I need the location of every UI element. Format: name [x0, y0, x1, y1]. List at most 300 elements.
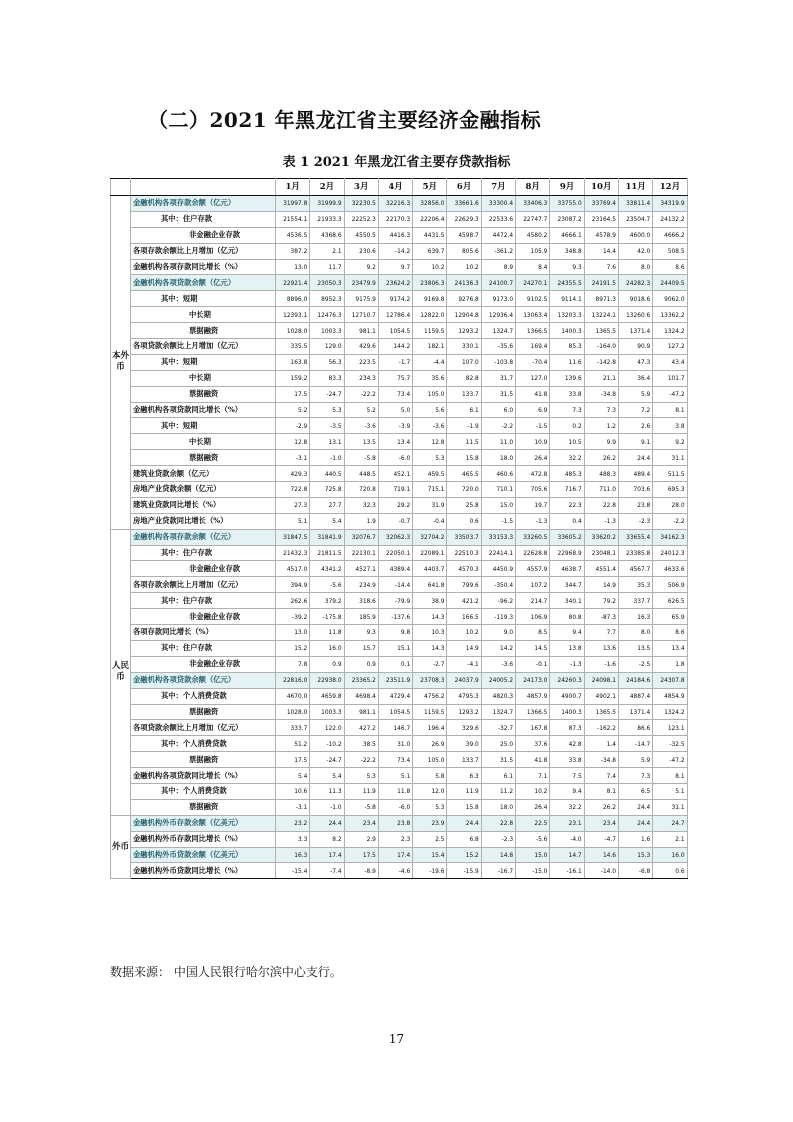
table-row: [111, 211, 688, 227]
value-cell: 83.3: [310, 370, 344, 386]
value-cell: 4638.7: [550, 561, 584, 577]
row-label: 金融机构外币存款同比增长（%）: [131, 831, 276, 847]
value-cell: 24.4: [618, 799, 652, 815]
value-cell: -47.2: [653, 386, 687, 402]
value-cell: 14.8: [481, 847, 515, 863]
value-cell: 1366.5: [516, 323, 550, 339]
value-cell: 42.0: [618, 243, 652, 259]
value-cell: 22252.3: [344, 211, 378, 227]
value-cell: 460.6: [481, 466, 515, 482]
value-cell: 9.3: [550, 259, 584, 275]
value-cell: 9.9: [584, 434, 618, 450]
value-cell: 18.0: [481, 799, 515, 815]
value-cell: 19.7: [516, 497, 550, 513]
value-cell: 11.3: [310, 783, 344, 799]
value-cell: 6.1: [481, 768, 515, 784]
header-label: [131, 179, 276, 196]
deposit-loan-table: [110, 178, 688, 879]
value-cell: 31847.5: [276, 529, 310, 545]
value-cell: 139.6: [550, 370, 584, 386]
value-cell: -32.5: [653, 736, 687, 752]
row-label: 其中：住户存款: [131, 640, 276, 656]
row-label: 其中：个人消费贷款: [131, 688, 276, 704]
value-cell: 35.6: [413, 370, 447, 386]
value-cell: -5.6: [310, 577, 344, 593]
table-row: [111, 768, 688, 784]
value-cell: 472.8: [516, 466, 550, 482]
value-cell: 31.5: [481, 386, 515, 402]
row-label: 各项贷款余额比上月增加（亿元）: [131, 720, 276, 736]
month-header: 3月: [344, 179, 378, 196]
value-cell: -47.2: [653, 752, 687, 768]
value-cell: 0.9: [310, 656, 344, 672]
row-label: 票据融资: [131, 799, 276, 815]
value-cell: 22533.6: [481, 211, 515, 227]
value-cell: -2.5: [618, 656, 652, 672]
value-cell: 106.9: [516, 609, 550, 625]
table-row: [111, 672, 688, 688]
value-cell: 25.8: [447, 497, 481, 513]
value-cell: 5.3: [413, 799, 447, 815]
value-cell: -4.1: [447, 656, 481, 672]
value-cell: 13362.2: [653, 307, 687, 323]
value-cell: -3.9: [378, 418, 412, 434]
month-header: 4月: [378, 179, 412, 196]
value-cell: 981.1: [344, 704, 378, 720]
value-cell: 1366.5: [516, 704, 550, 720]
value-cell: 1.2: [584, 418, 618, 434]
value-cell: -1.3: [550, 656, 584, 672]
value-cell: 33300.4: [481, 196, 515, 212]
value-cell: 4472.4: [481, 227, 515, 243]
value-cell: 80.8: [550, 609, 584, 625]
value-cell: -16.1: [550, 863, 584, 879]
row-label: 各项贷款余额比上月增加（亿元）: [131, 339, 276, 355]
value-cell: -4.7: [584, 831, 618, 847]
value-cell: 38.9: [413, 593, 447, 609]
value-cell: 11.8: [310, 625, 344, 641]
value-cell: 167.8: [516, 720, 550, 736]
value-cell: 32062.3: [378, 529, 412, 545]
value-cell: -5.8: [344, 799, 378, 815]
value-cell: 10.2: [413, 259, 447, 275]
value-cell: 23.8: [618, 497, 652, 513]
value-cell: 719.1: [378, 482, 412, 498]
value-cell: 23479.9: [344, 275, 378, 291]
value-cell: 14.9: [584, 577, 618, 593]
value-cell: -1.5: [481, 513, 515, 529]
value-cell: 133.7: [447, 752, 481, 768]
value-cell: 8.6: [653, 259, 687, 275]
value-cell: -4.0: [550, 831, 584, 847]
value-cell: 1028.0: [276, 704, 310, 720]
value-cell: 5.6: [413, 402, 447, 418]
month-header: 9月: [550, 179, 584, 196]
value-cell: 459.5: [413, 466, 447, 482]
value-cell: 24282.3: [618, 275, 652, 291]
value-cell: 105.0: [413, 386, 447, 402]
value-cell: 24132.2: [653, 211, 687, 227]
value-cell: 22.8: [481, 815, 515, 831]
value-cell: -6.0: [378, 450, 412, 466]
value-cell: 344.7: [550, 577, 584, 593]
row-label: 金融机构各项贷款同比增长（%）: [131, 768, 276, 784]
value-cell: 33811.4: [618, 196, 652, 212]
value-cell: 9102.5: [516, 291, 550, 307]
value-cell: 31.0: [378, 736, 412, 752]
table-row: [111, 783, 688, 799]
value-cell: 33.8: [550, 386, 584, 402]
row-label: 其中：短期: [131, 418, 276, 434]
value-cell: 13.0: [276, 625, 310, 641]
value-cell: 22938.0: [310, 672, 344, 688]
value-cell: 2.9: [344, 831, 378, 847]
table-row: [111, 291, 688, 307]
value-cell: 4756.2: [413, 688, 447, 704]
value-cell: 24355.5: [550, 275, 584, 291]
value-cell: 101.7: [653, 370, 687, 386]
value-cell: -7.4: [310, 863, 344, 879]
value-cell: 33755.0: [550, 196, 584, 212]
value-cell: 17.4: [310, 847, 344, 863]
value-cell: 508.5: [653, 243, 687, 259]
row-label: 票据融资: [131, 704, 276, 720]
table-row: [111, 370, 688, 386]
row-label: 各项存款余额比上月增加（亿元）: [131, 577, 276, 593]
value-cell: -14.7: [618, 736, 652, 752]
value-cell: 22629.3: [447, 211, 481, 227]
value-cell: 23.9: [413, 815, 447, 831]
value-cell: 23.4: [584, 815, 618, 831]
value-cell: 22747.7: [516, 211, 550, 227]
value-cell: 146.7: [378, 720, 412, 736]
value-cell: 4854.9: [653, 688, 687, 704]
value-cell: -1.5: [516, 418, 550, 434]
table-row: [111, 831, 688, 847]
value-cell: 1.9: [344, 513, 378, 529]
value-cell: 13.4: [378, 434, 412, 450]
value-cell: 8896.0: [276, 291, 310, 307]
value-cell: 56.3: [310, 354, 344, 370]
value-cell: 348.8: [550, 243, 584, 259]
value-cell: 15.0: [481, 497, 515, 513]
table-body: [111, 196, 688, 879]
value-cell: 10.2: [447, 625, 481, 641]
value-cell: 23048.1: [584, 545, 618, 561]
value-cell: 485.3: [550, 466, 584, 482]
value-cell: 13224.1: [584, 307, 618, 323]
value-cell: 8.6: [653, 625, 687, 641]
value-cell: 13203.3: [550, 307, 584, 323]
value-cell: 9.1: [618, 434, 652, 450]
table-row: [111, 561, 688, 577]
value-cell: 720.8: [344, 482, 378, 498]
value-cell: 31.7: [481, 370, 515, 386]
month-header: 12月: [653, 179, 687, 196]
value-cell: 41.8: [516, 386, 550, 402]
value-cell: -3.6: [413, 418, 447, 434]
value-cell: 11.8: [378, 783, 412, 799]
value-cell: 23365.2: [344, 672, 378, 688]
value-cell: 7.5: [550, 768, 584, 784]
value-cell: -22.2: [344, 386, 378, 402]
value-cell: 13.6: [584, 640, 618, 656]
value-cell: 9276.8: [447, 291, 481, 307]
value-cell: 329.6: [447, 720, 481, 736]
value-cell: 23504.7: [618, 211, 652, 227]
value-cell: 24.4: [310, 815, 344, 831]
table-row: [111, 609, 688, 625]
value-cell: 11.5: [447, 434, 481, 450]
value-cell: 4598.7: [447, 227, 481, 243]
value-cell: 22050.1: [378, 545, 412, 561]
value-cell: 13.1: [310, 434, 344, 450]
value-cell: 21933.3: [310, 211, 344, 227]
value-cell: 716.7: [550, 482, 584, 498]
table-row: [111, 799, 688, 815]
value-cell: 639.7: [413, 243, 447, 259]
value-cell: -79.9: [378, 593, 412, 609]
value-cell: 234.9: [344, 577, 378, 593]
value-cell: -361.2: [481, 243, 515, 259]
value-cell: 12.8: [413, 434, 447, 450]
value-cell: -87.3: [584, 609, 618, 625]
value-cell: 13.4: [653, 640, 687, 656]
value-cell: 223.5: [344, 354, 378, 370]
value-cell: 12.0: [413, 783, 447, 799]
table-row: [111, 434, 688, 450]
value-cell: 262.6: [276, 593, 310, 609]
row-label: 非金融企业存款: [131, 227, 276, 243]
value-cell: 24173.0: [516, 672, 550, 688]
row-label: 票据融资: [131, 752, 276, 768]
row-label: 金融机构各项存款余额（亿元）: [131, 529, 276, 545]
value-cell: 12786.4: [378, 307, 412, 323]
value-cell: 24100.7: [481, 275, 515, 291]
value-cell: 448.5: [344, 466, 378, 482]
value-cell: 29.2: [378, 497, 412, 513]
value-cell: 23.4: [344, 815, 378, 831]
row-label: 其中：短期: [131, 354, 276, 370]
month-header: 7月: [481, 179, 515, 196]
table-row: [111, 656, 688, 672]
value-cell: 10.6: [276, 783, 310, 799]
value-cell: 4857.9: [516, 688, 550, 704]
value-cell: 24191.5: [584, 275, 618, 291]
value-cell: -35.6: [481, 339, 515, 355]
value-cell: 32216.3: [378, 196, 412, 212]
table-row: [111, 307, 688, 323]
value-cell: 85.3: [550, 339, 584, 355]
value-cell: -15.9: [447, 863, 481, 879]
value-cell: 24184.6: [618, 672, 652, 688]
value-cell: 7.8: [276, 656, 310, 672]
table-row: [111, 323, 688, 339]
value-cell: 8.0: [618, 625, 652, 641]
value-cell: 11.0: [481, 434, 515, 450]
value-cell: 14.2: [481, 640, 515, 656]
row-label: 金融机构各项存款余额（亿元）: [131, 196, 276, 212]
value-cell: -1.0: [310, 450, 344, 466]
value-cell: 5.8: [413, 768, 447, 784]
table-row: [111, 196, 688, 212]
value-cell: -164.0: [584, 339, 618, 355]
table-row: [111, 720, 688, 736]
value-cell: 9.2: [344, 259, 378, 275]
value-cell: 0.6: [653, 863, 687, 879]
value-cell: 73.4: [378, 752, 412, 768]
value-cell: -22.2: [344, 752, 378, 768]
value-cell: 230.6: [344, 243, 378, 259]
value-cell: 79.2: [584, 593, 618, 609]
table-row: [111, 529, 688, 545]
value-cell: 23.2: [276, 815, 310, 831]
value-cell: 127.2: [653, 339, 687, 355]
value-cell: 16.3: [618, 609, 652, 625]
value-cell: 21.1: [584, 370, 618, 386]
value-cell: 24307.8: [653, 672, 687, 688]
row-label: 其中：住户存款: [131, 545, 276, 561]
value-cell: -6.8: [618, 863, 652, 879]
value-cell: 32.2: [550, 799, 584, 815]
value-cell: -4.6: [378, 863, 412, 879]
row-label: 金融机构各项存款同比增长（%）: [131, 259, 276, 275]
value-cell: 24098.1: [584, 672, 618, 688]
value-cell: 26.9: [413, 736, 447, 752]
value-cell: 4900.7: [550, 688, 584, 704]
value-cell: -5.6: [516, 831, 550, 847]
value-cell: 3.8: [653, 418, 687, 434]
row-label: 建筑业贷款同比增长（%）: [131, 497, 276, 513]
value-cell: 452.1: [378, 466, 412, 482]
value-cell: 16.0: [310, 640, 344, 656]
month-header: 10月: [584, 179, 618, 196]
value-cell: 427.2: [344, 720, 378, 736]
value-cell: 5.2: [344, 402, 378, 418]
value-cell: 25.0: [481, 736, 515, 752]
value-cell: 4570.3: [447, 561, 481, 577]
value-cell: 722.8: [276, 482, 310, 498]
value-cell: 10.3: [413, 625, 447, 641]
value-cell: 335.5: [276, 339, 310, 355]
value-cell: -3.1: [276, 799, 310, 815]
month-header: 8月: [516, 179, 550, 196]
value-cell: 506.9: [653, 577, 687, 593]
value-cell: 1159.5: [413, 704, 447, 720]
value-cell: -137.6: [378, 609, 412, 625]
value-cell: 4527.1: [344, 561, 378, 577]
value-cell: 5.1: [276, 513, 310, 529]
value-cell: 12936.4: [481, 307, 515, 323]
value-cell: 705.6: [516, 482, 550, 498]
value-cell: -14.0: [584, 863, 618, 879]
value-cell: 166.5: [447, 609, 481, 625]
value-cell: 6.0: [481, 402, 515, 418]
value-cell: 14.7: [550, 847, 584, 863]
value-cell: 22130.1: [344, 545, 378, 561]
value-cell: 1324.2: [653, 323, 687, 339]
value-cell: 43.4: [653, 354, 687, 370]
value-cell: -103.8: [481, 354, 515, 370]
value-cell: -2.7: [413, 656, 447, 672]
value-cell: -0.7: [378, 513, 412, 529]
value-cell: 34319.9: [653, 196, 687, 212]
value-cell: 7.2: [618, 402, 652, 418]
value-cell: 13063.4: [516, 307, 550, 323]
value-cell: 337.7: [618, 593, 652, 609]
value-cell: 129.0: [310, 339, 344, 355]
value-cell: 4795.3: [447, 688, 481, 704]
value-cell: 489.4: [618, 466, 652, 482]
value-cell: 182.1: [413, 339, 447, 355]
value-cell: 11.6: [550, 354, 584, 370]
value-cell: 5.4: [276, 768, 310, 784]
value-cell: 5.3: [310, 402, 344, 418]
value-cell: 8.1: [653, 768, 687, 784]
value-cell: 33260.5: [516, 529, 550, 545]
value-cell: 9.7: [378, 259, 412, 275]
row-label: 票据融资: [131, 450, 276, 466]
table-row: [111, 688, 688, 704]
value-cell: -24.7: [310, 386, 344, 402]
value-cell: 4887.4: [618, 688, 652, 704]
value-cell: 9.8: [378, 625, 412, 641]
table-row: [111, 227, 688, 243]
value-cell: 1365.5: [584, 323, 618, 339]
value-cell: -39.2: [276, 609, 310, 625]
value-cell: 21432.3: [276, 545, 310, 561]
value-cell: 51.2: [276, 736, 310, 752]
value-cell: 1324.7: [481, 704, 515, 720]
value-cell: 23164.5: [584, 211, 618, 227]
currency-group-label: 外币: [111, 815, 131, 879]
value-cell: 421.2: [447, 593, 481, 609]
value-cell: -19.6: [413, 863, 447, 879]
value-cell: 22.8: [584, 497, 618, 513]
value-cell: 13.8: [550, 640, 584, 656]
value-cell: 1.4: [584, 736, 618, 752]
value-cell: 5.0: [378, 402, 412, 418]
value-cell: 24409.5: [653, 275, 687, 291]
row-label: 票据融资: [131, 386, 276, 402]
value-cell: 8.2: [310, 831, 344, 847]
value-cell: 24260.3: [550, 672, 584, 688]
value-cell: 12476.3: [310, 307, 344, 323]
value-cell: 7.7: [584, 625, 618, 641]
table-row: [111, 752, 688, 768]
month-header: 11月: [618, 179, 652, 196]
value-cell: 387.2: [276, 243, 310, 259]
value-cell: 0.4: [550, 513, 584, 529]
value-cell: 23511.9: [378, 672, 412, 688]
value-cell: 1324.2: [653, 704, 687, 720]
value-cell: 4550.5: [344, 227, 378, 243]
value-cell: 7.3: [584, 402, 618, 418]
value-cell: 4902.1: [584, 688, 618, 704]
value-cell: 5.4: [310, 768, 344, 784]
row-label: 房地产业贷款同比增长（%）: [131, 513, 276, 529]
value-cell: 14.9: [447, 640, 481, 656]
value-cell: 1293.2: [447, 704, 481, 720]
value-cell: 9.4: [550, 783, 584, 799]
value-cell: -2.3: [481, 831, 515, 847]
value-cell: 1293.2: [447, 323, 481, 339]
value-cell: 8.0: [618, 259, 652, 275]
value-cell: 33503.7: [447, 529, 481, 545]
page-number: 17: [388, 1032, 405, 1046]
value-cell: 33153.3: [481, 529, 515, 545]
row-label: 建筑业贷款余额（亿元）: [131, 466, 276, 482]
